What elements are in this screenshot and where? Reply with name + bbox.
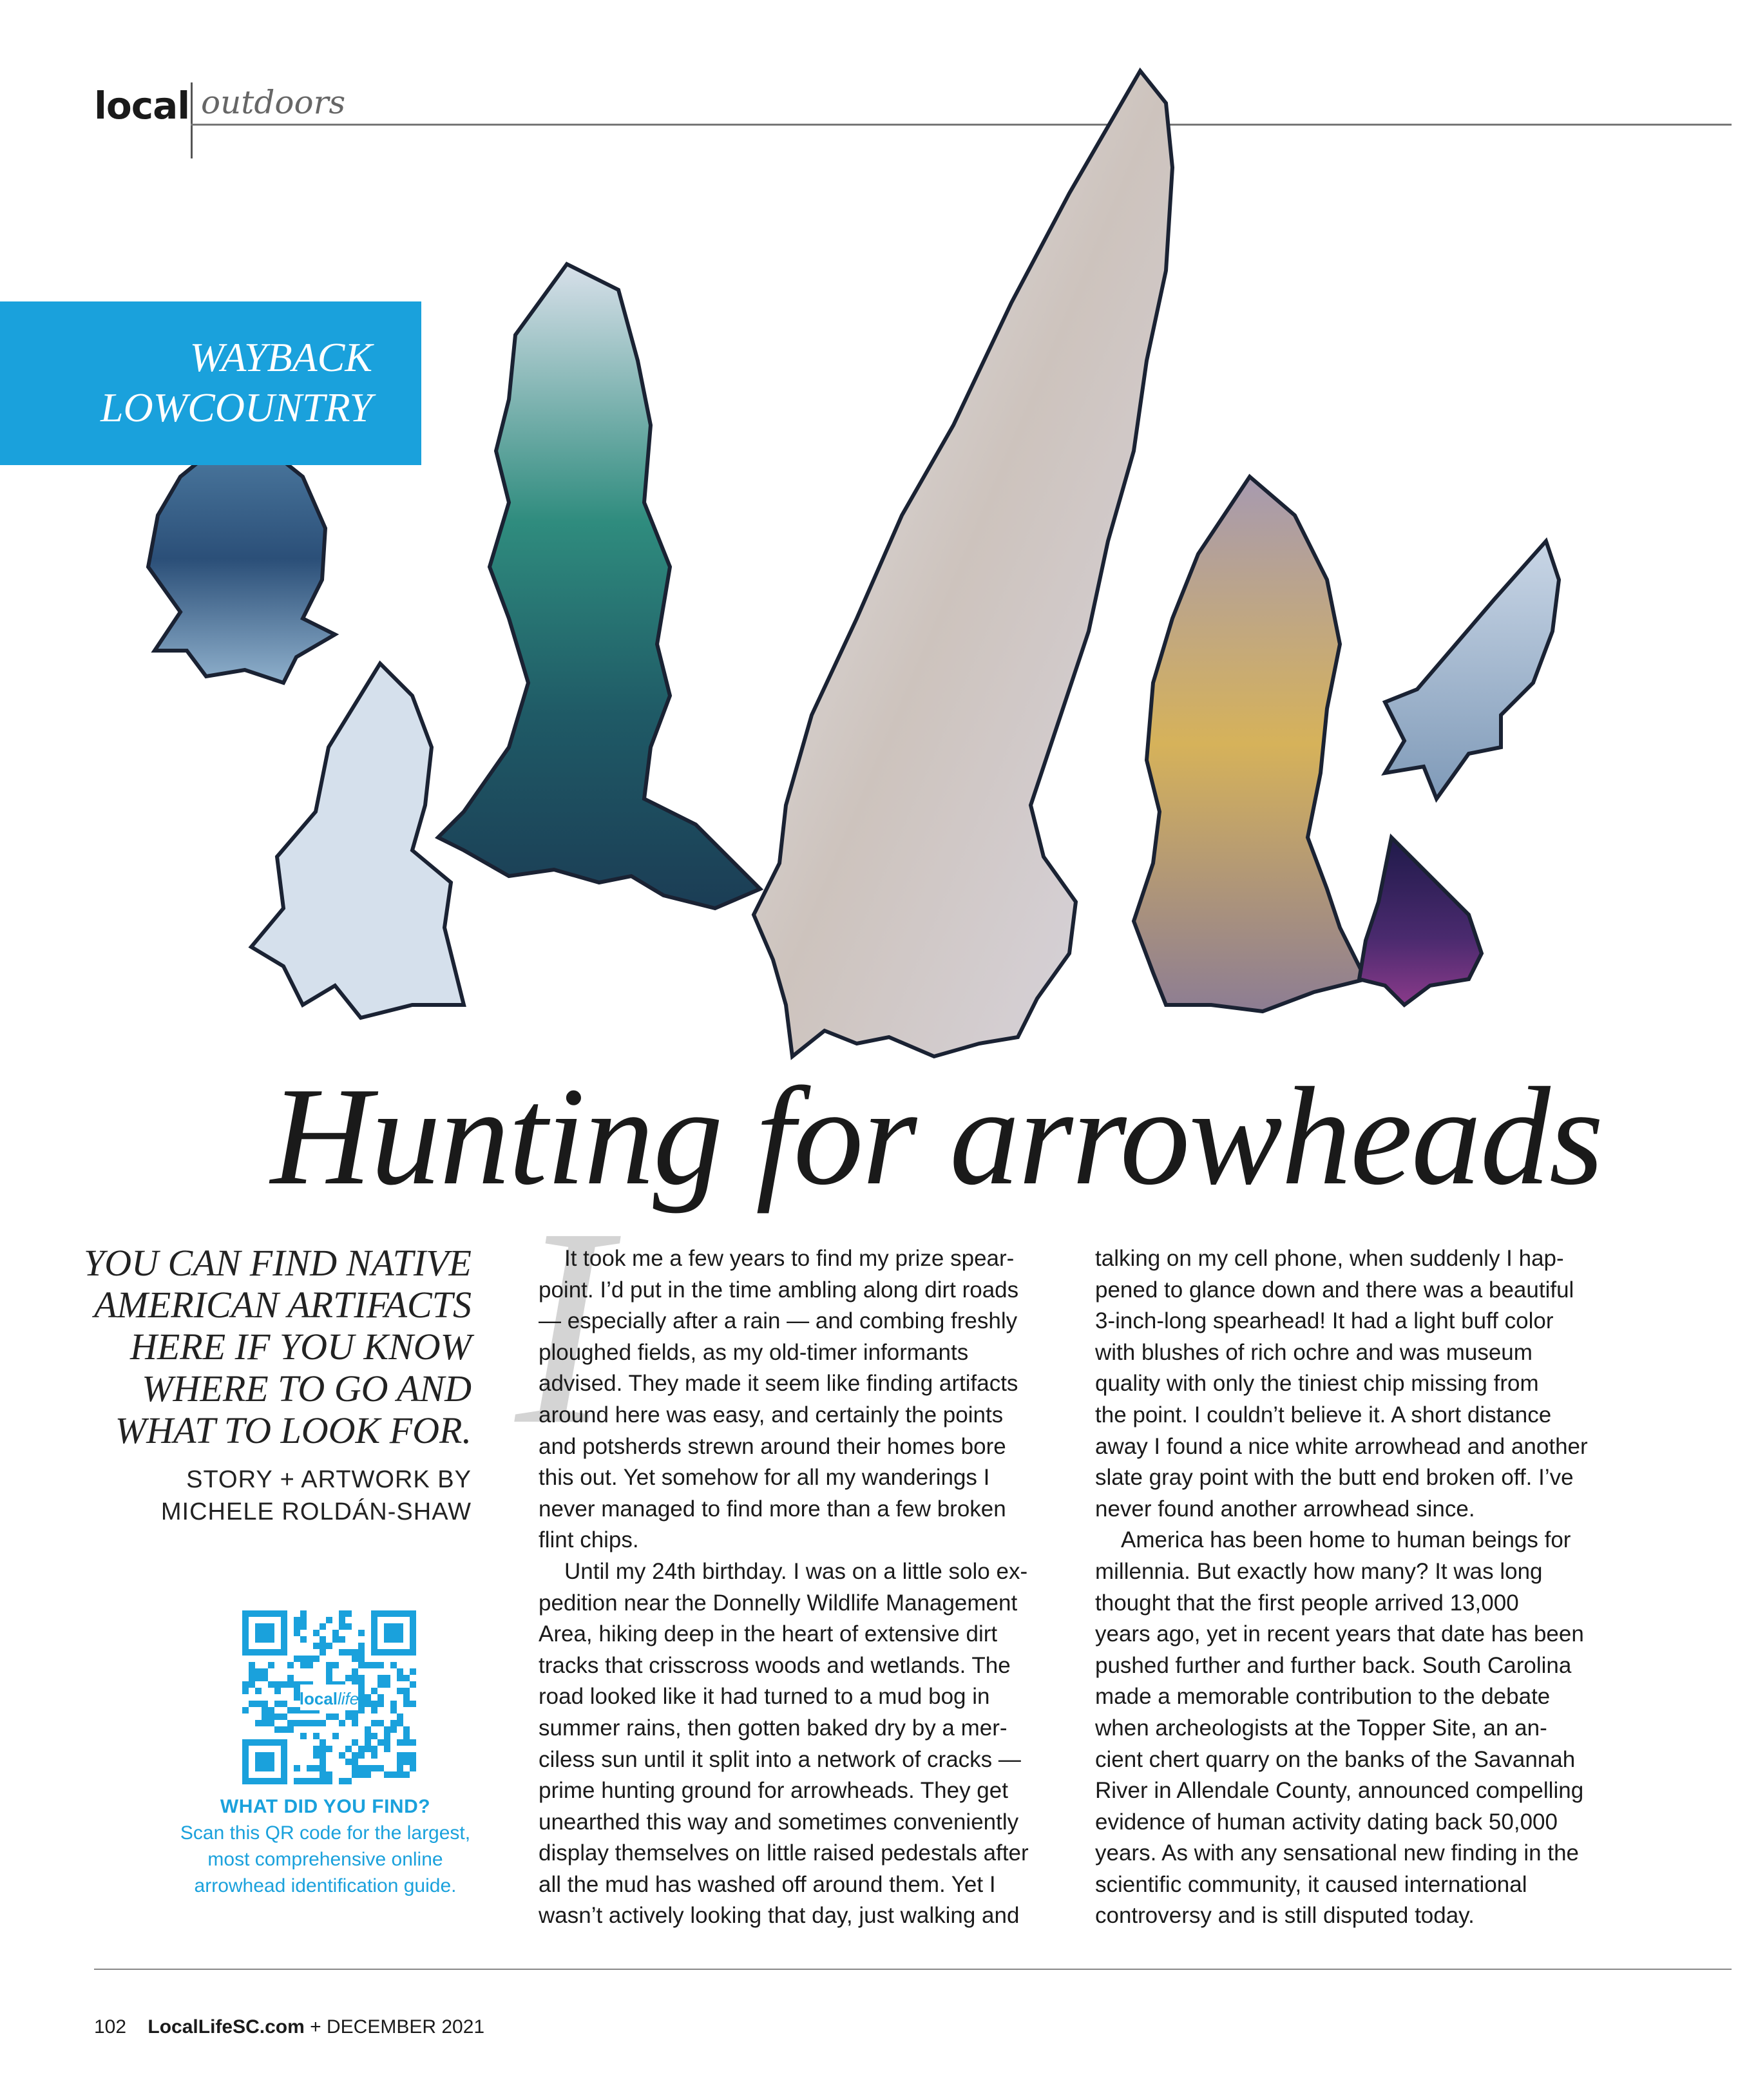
qr-heading: WHAT DID YOU FIND? <box>220 1796 431 1817</box>
body-line: quality with only the tiniest chip missing from <box>1095 1371 1539 1397</box>
section-label: outdoors <box>201 84 346 121</box>
deck-line: WHERE TO GO AND <box>142 1368 472 1409</box>
body-line: summer rains, then gotten baked dry by a mer- <box>539 1715 1007 1741</box>
qr-text-line: most comprehensive online <box>207 1849 443 1870</box>
qr-text-line: Scan this QR code for the largest, <box>180 1822 471 1844</box>
arrowhead-pale-left <box>251 663 464 1018</box>
body-line: — especially after a rain — and combing freshly <box>539 1308 1018 1334</box>
body-line: around here was easy, and certainly the points <box>539 1402 1004 1427</box>
article-title: Hunting for arrowheads <box>271 1059 1603 1214</box>
body-line: away I found a nice white arrowhead and another <box>1095 1433 1588 1459</box>
body-line: prime hunting ground for arrowheads. They get <box>539 1778 1008 1804</box>
body-line: all the mud has washed off around them. Yet I <box>539 1871 996 1897</box>
body-line: cient chert quarry on the banks of the Savannah <box>1095 1746 1576 1772</box>
body-line: slate gray point with the butt end broken off. I’ve <box>1095 1465 1574 1491</box>
site-link[interactable]: LocalLifeSC.com <box>148 2016 305 2038</box>
body-line: road looked like it had turned to a mud bog in <box>539 1684 990 1710</box>
arrowhead-blue-right <box>1385 541 1559 799</box>
body-line: Until my 24th birthday. I was on a little solo ex- <box>564 1558 1028 1584</box>
body-line: advised. They made it seem like finding artifacts <box>539 1371 1018 1397</box>
deck-line: WHAT TO LOOK FOR. <box>115 1409 472 1451</box>
deck-line: AMERICAN ARTIFACTS <box>94 1284 472 1326</box>
body-line: never found another arrowhead since. <box>1095 1496 1475 1522</box>
body-line: wasn’t actively looking that day, just walking and <box>539 1903 1020 1929</box>
body-line: evidence of human activity dating back 50,000 <box>1095 1809 1558 1835</box>
article-deck <box>39 1242 472 1451</box>
body-line: point. I’d put in the time ambling along dirt roads <box>539 1277 1019 1303</box>
qr-text-line: arrowhead identification guide. <box>194 1875 457 1896</box>
body-line: with blushes of rich ochre and was museum <box>1095 1339 1533 1365</box>
arrowhead-large-spear <box>754 71 1172 1056</box>
arrowhead-green <box>438 264 760 908</box>
body-line: ciless sun until it split into a network of cracks — <box>539 1746 1021 1772</box>
deck-line: HERE IF YOU KNOW <box>129 1326 472 1368</box>
body-line: and potsherds strewn around their homes bore <box>539 1433 1006 1459</box>
qr-logo-text: local <box>299 1689 338 1708</box>
series-tag-line2: LOWCOUNTRY <box>100 385 372 430</box>
body-line: pedition near the Donnelly Wildlife Management <box>539 1590 1018 1616</box>
footer <box>94 2016 484 2038</box>
body-line: controversy and is still disputed today. <box>1095 1903 1475 1929</box>
body-line: display themselves on little raised pedestals after <box>539 1840 1029 1866</box>
qr-logo-suffix: life <box>338 1689 359 1708</box>
arrowhead-purple <box>1359 837 1482 1005</box>
body-line: when archeologists at the Topper Site, an an- <box>1095 1715 1547 1741</box>
body-line: pushed further and further back. South Carolina <box>1095 1652 1572 1678</box>
brand-logo: local <box>94 84 190 128</box>
body-line: ploughed fields, as my old-timer informants <box>539 1339 969 1365</box>
body-line: talking on my cell phone, when suddenly I hap- <box>1095 1246 1564 1271</box>
arrowhead-blue-small <box>148 435 335 683</box>
body-line: millennia. But exactly how many? It was long <box>1095 1558 1543 1584</box>
body-line: unearthed this way and sometimes conveniently <box>539 1809 1019 1835</box>
body-line: America has been home to human beings for <box>1121 1527 1571 1553</box>
byline-line: MICHELE ROLDÁN-SHAW <box>160 1498 472 1525</box>
body-line: years ago, yet in recent years that date has been <box>1095 1621 1584 1647</box>
body-line: 3-inch-long spearhead! It had a light buff color <box>1095 1308 1554 1334</box>
series-tag-line1: WAYBACK <box>189 334 372 380</box>
body-line: flint chips. <box>539 1527 639 1553</box>
body-line: this out. Yet somehow for all my wanderings I <box>539 1465 990 1491</box>
byline-line: STORY + ARTWORK BY <box>186 1466 472 1493</box>
body-column-1 <box>539 1243 1067 1932</box>
body-line: years. As with any sensational new finding in the <box>1095 1840 1579 1866</box>
byline <box>39 1464 472 1528</box>
qr-code[interactable] <box>242 1610 416 1784</box>
svg-text:locallife <box>300 1689 359 1708</box>
body-line: scientific community, it caused international <box>1095 1871 1527 1897</box>
body-line: made a memorable contribution to the debate <box>1095 1684 1551 1710</box>
body-line: the point. I couldn’t believe it. A short distance <box>1095 1402 1552 1427</box>
drop-cap: I <box>515 1170 610 1484</box>
body-line: Area, hiking deep in the heart of extensive dirt <box>539 1621 998 1647</box>
body-line: River in Allendale County, announced compelling <box>1095 1778 1584 1804</box>
footer-rule <box>94 1969 1732 1970</box>
body-line: pened to glance down and there was a beautiful <box>1095 1277 1574 1303</box>
body-line: never managed to find more than a few broken <box>539 1496 1006 1522</box>
body-column-2 <box>1095 1243 1630 1932</box>
deck-line: YOU CAN FIND NATIVE <box>83 1242 472 1284</box>
arrowhead-ochre <box>1134 477 1366 1011</box>
arrowhead-illustration <box>0 52 1738 1082</box>
body-line: tracks that crisscross woods and wetlands. The <box>539 1652 1011 1678</box>
series-tag <box>0 301 421 465</box>
page-number: 102 <box>94 2016 127 2038</box>
issue-date: + DECEMBER 2021 <box>310 2016 485 2038</box>
body-line: It took me a few years to find my prize spear- <box>564 1246 1015 1271</box>
qr-caption <box>161 1793 490 1899</box>
body-line: thought that the first people arrived 13,000 <box>1095 1590 1519 1616</box>
